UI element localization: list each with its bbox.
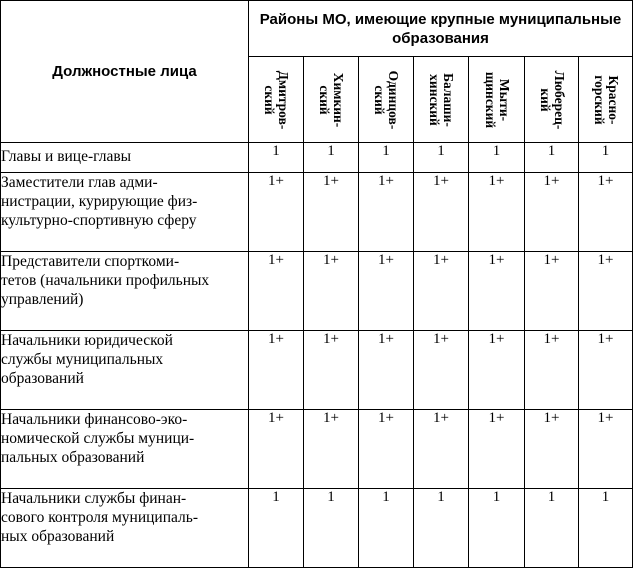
cell-value: 1+ [469,331,525,410]
cell-value: 1 [525,489,579,568]
cell-value: 1+ [359,410,414,489]
cell-value: 1+ [469,410,525,489]
cell-value: 1+ [414,252,469,331]
cell-value: 1+ [579,410,633,489]
district-name: Дмитров- ский [262,70,291,129]
cell-value: 1 [414,143,469,173]
cell-value: 1 [304,489,359,568]
row-label: Начальники службы финан- сового контроля муниципаль- ных образований [1,489,249,568]
row-label: Представители спорткоми- тетов (начальники профильных управлений) [1,252,249,331]
cell-value: 1 [359,143,414,173]
cell-value: 1+ [525,173,579,252]
cell-value: 1 [414,489,469,568]
district-name: Балаши- хинский [427,72,456,127]
cell-value: 1 [249,489,304,568]
header-districts: Районы МО, имеющие крупные муниципальные образования [249,1,633,57]
cell-value: 1 [304,143,359,173]
cell-value: 1+ [469,173,525,252]
district-col-1 [304,57,359,143]
table-row [1,252,633,331]
district-name: Одинцов- ский [372,70,401,129]
cell-value: 1+ [414,410,469,489]
cell-value: 1 [579,143,633,173]
cell-value: 1+ [304,410,359,489]
cell-value: 1+ [579,252,633,331]
cell-value: 1+ [359,173,414,252]
table-row [1,143,633,173]
cell-value: 1+ [579,331,633,410]
district-name: Люберец- кий [537,70,567,129]
cell-value: 1+ [525,410,579,489]
header-officials: Должностные лица [1,1,249,143]
table-row [1,410,633,489]
district-col-3 [414,57,469,143]
district-name: Химкин- ский [317,72,346,127]
row-label: Главы и вице-главы [1,143,249,173]
cell-value: 1 [359,489,414,568]
cell-value: 1+ [359,252,414,331]
district-col-4 [469,57,525,143]
cell-value: 1+ [525,252,579,331]
cell-value: 1 [469,143,525,173]
row-label: Начальники финансово-эко- номической службы муници- пальных образований [1,410,249,489]
cell-value: 1+ [469,252,525,331]
cell-value: 1+ [304,252,359,331]
table-row [1,173,633,252]
cell-value: 1+ [525,331,579,410]
cell-value: 1+ [304,173,359,252]
cell-value: 1+ [414,331,469,410]
table-row [1,489,633,568]
cell-value: 1+ [304,331,359,410]
cell-value: 1+ [249,410,304,489]
cell-value: 1+ [249,173,304,252]
row-label: Начальники юридической службы муниципальных образований [1,331,249,410]
district-col-0 [249,57,304,143]
district-col-5 [525,57,579,143]
cell-value: 1 [469,489,525,568]
cell-value: 1+ [579,173,633,252]
district-name: Мыти- щинский [482,71,512,128]
cell-value: 1 [249,143,304,173]
cell-value: 1 [525,143,579,173]
cell-value: 1+ [249,252,304,331]
cell-value: 1+ [359,331,414,410]
table-row [1,331,633,410]
district-name: Красно- горский [591,74,621,125]
cell-value: 1 [579,489,633,568]
row-label: Заместители глав адми- нистрации, курирующие физ- культурно-спортивную сферу [1,173,249,252]
cell-value: 1+ [414,173,469,252]
cell-value: 1+ [249,331,304,410]
district-col-6 [579,57,633,143]
district-col-2 [359,57,414,143]
